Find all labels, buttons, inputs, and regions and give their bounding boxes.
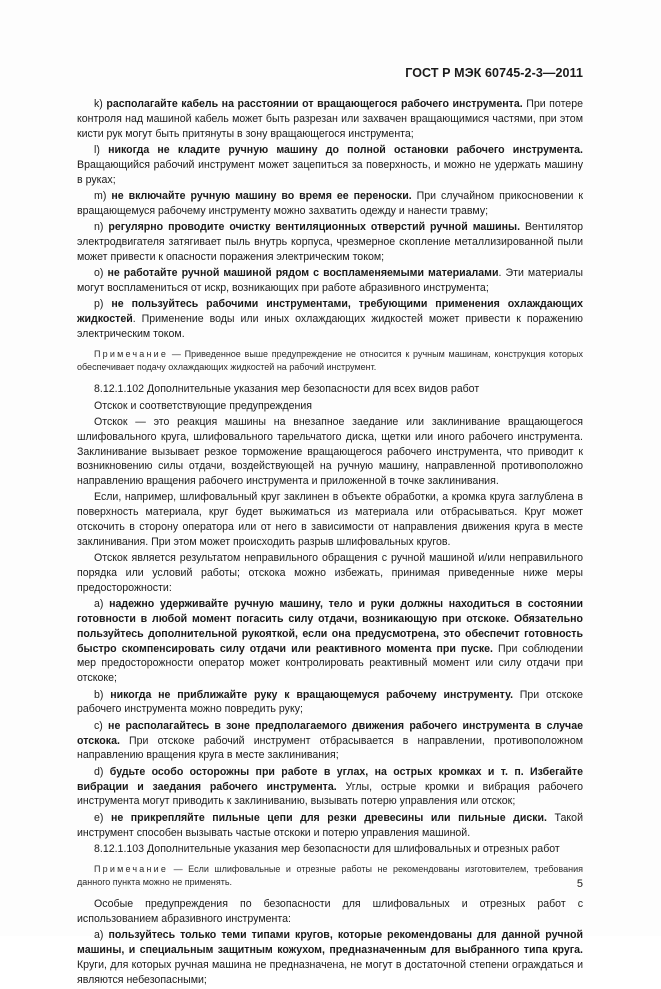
note-coolant: Примечание — Приведенное выше предупреждение не относится к ручным машинам, конструкция которых обеспечивает подачу охлаждающих жидкостей на рабочий инструмент. bbox=[77, 348, 583, 372]
kickback-item-e: e) не прикрепляйте пильные цепи для резки древесины или пильные диски. Такой инструмент способен вызывать частые отскоки и потерю управления машиной. bbox=[77, 811, 583, 839]
special-warnings-intro: Особые предупреждения по безопасности для шлифовальных и отрезных работ с использованием абразивного инструмента: bbox=[77, 898, 583, 925]
document-header: ГОСТ Р МЭК 60745-2-3—2011 bbox=[405, 66, 583, 80]
paragraph-o: o) не работайте ручной машиной рядом с воспламеняемыми материалами. Эти материалы могут воспламениться от искр, возникающих при работе абразивного инструмента; bbox=[77, 267, 583, 294]
paragraph-l: l) никогда не кладите ручную машину до полной остановки рабочего инструмента. Вращающийся рабочий инструмент может зацепиться за поверхность, и можно не удержать машину в руках; bbox=[77, 143, 583, 186]
grinding-item-a: а) пользуйтесь только теми типами кругов, которые рекомендованы для данной ручной машины, и специальным защитным кожухом, предназначенным для выбранного типа круга. Круги, для которых ручная машина не предназначена, не могут в достаточной степени ограждаться и являются небезопасными; bbox=[77, 929, 583, 986]
kickback-item-b: b) никогда не приближайте руку к вращающемуся рабочему инструменту. При отскоке рабочего инструмента можно повредить руку; bbox=[77, 688, 583, 716]
kickback-example: Если, например, шлифовальный круг заклинен в объекте обработки, а кромка круга заглублена в поверхность материала, круг будет выжиматься из материала или отбрасываться. Круг может отскочить в сторону оператора или от него в зависимости от направления движения круга в месте заклинивания. При этом может происходить разрыв шлифовальных кругов. bbox=[77, 491, 583, 548]
kickback-item-c: c) не располагайтесь в зоне предполагаемого движения рабочего инструмента в случае отскока. При отскоке рабочий инструмент отбрасывается в направлении, противоположном направлению вращения круга в месте заклинивания; bbox=[77, 719, 583, 762]
note-grinding: Примечание — Если шлифовальные и отрезные работы не рекомендованы изготовителем, требования данного пункта можно не применять. bbox=[77, 863, 583, 887]
paragraph-n: n) регулярно проводите очистку вентиляционных отверстий ручной машины. Вентилятор электродвигателя затягивает пыль внутрь корпуса, чрезмерное скопление металлизированной пыли может привести к опасности поражения электрическим током; bbox=[77, 221, 583, 263]
paragraph-m: m) не включайте ручную машину во время ее переноски. При случайном прикосновении к вращающемуся рабочему инструменту можно захватить одежду и нанести травму; bbox=[77, 189, 584, 217]
section-heading-102: 8.12.1.102 Дополнительные указания мер безопасности для всех видов работ bbox=[94, 383, 480, 396]
document-body bbox=[77, 97, 583, 989]
kickback-item-d: d) будьте особо осторожны при работе в углах, на острых кромках и т. п. Избегайте вибрации и заедания рабочего инструмента. Углы, острые кромки и вибрация рабочего инструмента могут приводить к заклиниванию, вызывать потерю управления или отскок; bbox=[77, 765, 583, 808]
kickback-definition: Отскок — это реакция машины на внезапное заедание или заклинивание вращающегося шлифовального круга, шлифовального тарельчатого диска, щетки или иного рабочего инструмента. Заклинивание вызывает резкое торможение вращающегося рабочего инструмента, что приводит к возникновению силы отдачи, воздействующей на ручную машину, направленной противоположно направлению вращения рабочего инструмента и приложенной в точке заклинивания. bbox=[77, 415, 583, 488]
page-number: 5 bbox=[576, 878, 583, 890]
paragraph-p: p) не пользуйтесь рабочими инструментами, требующими применения охлаждающих жидкостей. Применение воды или иных охлаждающих жидкостей может привести к поражению электрическим током. bbox=[77, 298, 583, 340]
paragraph-k: k) располагайте кабель на расстоянии от вращающегося рабочего инструмента. При потере контроля над машиной кабель может быть разрезан или захвачен вращающимися частями, при этом кисти рук могут быть притянуты в зону вращающегося инструмента; bbox=[77, 98, 583, 140]
kickback-item-a: а) надежно удерживайте ручную машину, тело и руки должны находиться в состоянии готовности в любой момент погасить силу отдачи, возникающую при отскоке. Обязательно пользуйтесь дополнительной рукояткой, если она предусмотрена, это обеспечит готовность быстро скомпенсировать силу отдачи или реактивного момента при пуске. При соблюдении мер предосторожности оператор может контролировать реактивный момент или силу отдачи при отскоке; bbox=[77, 598, 583, 685]
subheading-kickback: Отскок и соответствующие предупреждения bbox=[94, 399, 313, 412]
section-heading-103: 8.12.1.103 Дополнительные указания мер безопасности для шлифовальных и отрезных работ bbox=[94, 842, 560, 855]
kickback-prevention-intro: Отскок является результатом неправильного обращения с ручной машиной и/или неправильного порядка или условий работы; отскока можно избежать, принимая приведенные ниже меры предосторожности: bbox=[77, 552, 583, 594]
